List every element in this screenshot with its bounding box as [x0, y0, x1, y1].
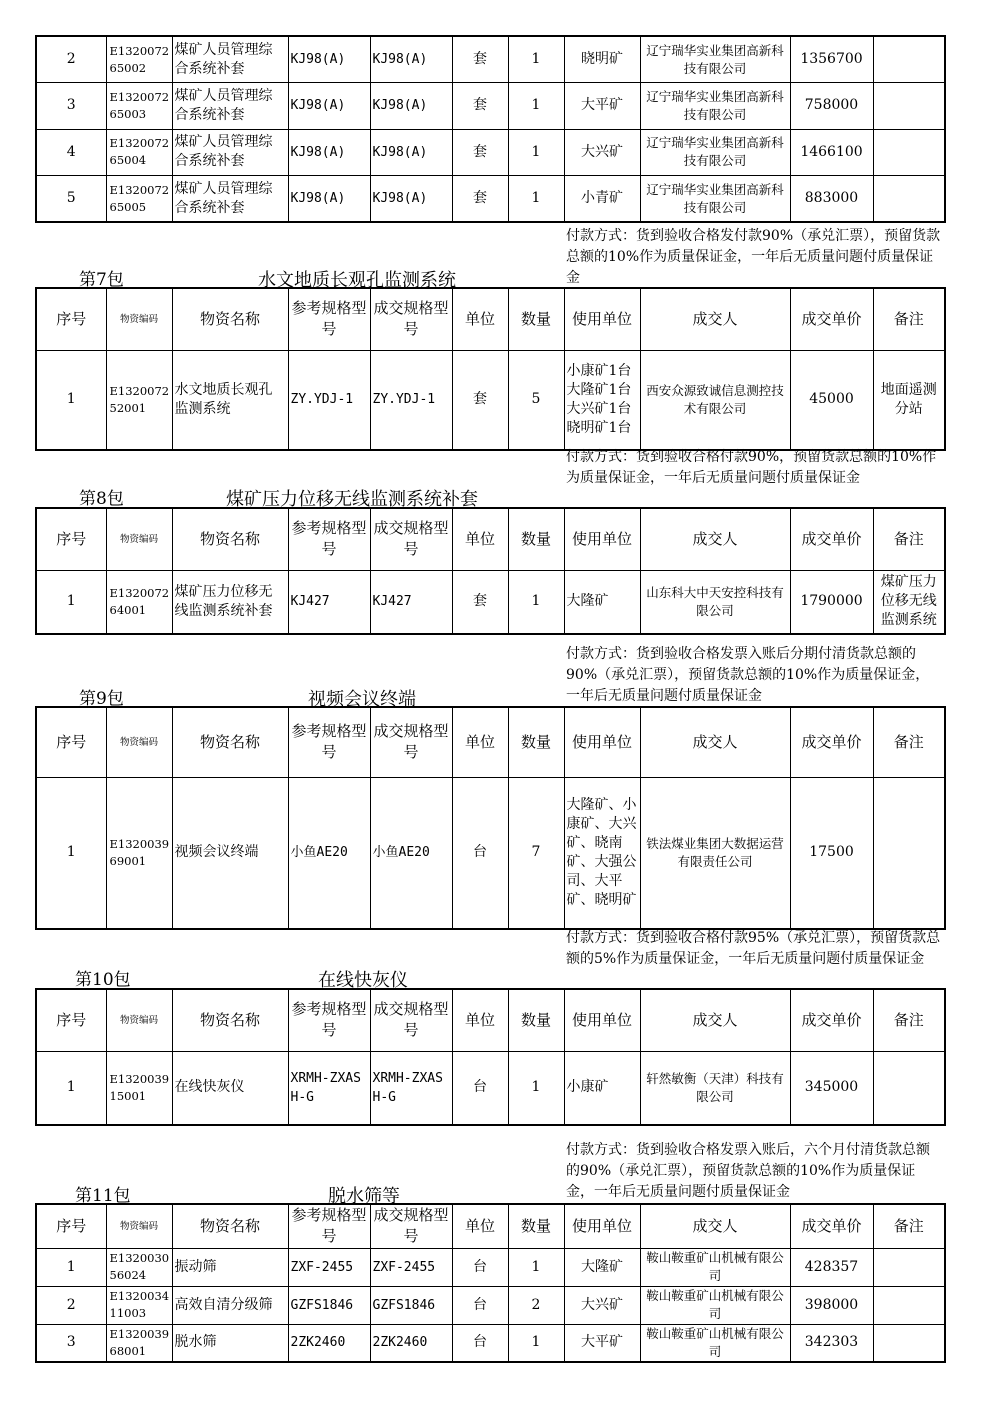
header-unit: 单位 [452, 707, 508, 777]
cell-ref: KJ98(A) [288, 176, 370, 223]
cell-ref: KJ98(A) [288, 129, 370, 176]
header-user: 使用单位 [564, 989, 640, 1051]
header-qty: 数量 [508, 1204, 564, 1248]
cell-code: E132003969001 [106, 777, 172, 929]
header-price: 成交单价 [790, 1204, 873, 1248]
header-deal: 成交规格型号 [370, 989, 452, 1051]
cell-ref: 小鱼AE20 [288, 777, 370, 929]
pkg10-title: 在线快灰仪 [318, 970, 408, 991]
header-vendor: 成交人 [640, 288, 790, 350]
cell-price: 1356700 [790, 36, 873, 83]
cell-no: 2 [36, 1286, 106, 1324]
cell-deal: KJ98(A) [370, 176, 452, 223]
header-ref: 参考规格型号 [288, 989, 370, 1051]
cell-qty: 5 [508, 350, 564, 450]
cell-vendor: 辽宁瑞华实业集团高新科技有限公司 [640, 129, 790, 176]
cell-user: 大隆矿 [564, 570, 640, 634]
table-row [36, 1248, 945, 1286]
cell-code: E132003411003 [106, 1286, 172, 1324]
cell-no: 3 [36, 1324, 106, 1362]
header-qty: 数量 [508, 508, 564, 570]
pkg8-payment-terms: 付款方式：货到验收合格付款90%，预留货款总额的10%作为质量保证金，一年后无质量问题付质量保证金 [566, 449, 937, 486]
cell-vendor: 山东科大中天安控科技有限公司 [640, 570, 790, 634]
cell-price: 345000 [790, 1051, 873, 1125]
cell-unit: 台 [452, 777, 508, 929]
header-user: 使用单位 [564, 1204, 640, 1248]
cell-user: 大平矿 [564, 83, 640, 130]
cell-no: 3 [36, 83, 106, 130]
header-row [36, 989, 945, 1051]
cell-code: E132007265002 [106, 36, 172, 83]
continued-table [35, 35, 946, 223]
cell-no: 1 [36, 777, 106, 929]
cell-deal: 小鱼AE20 [370, 777, 452, 929]
cell-unit: 套 [452, 176, 508, 223]
cell-price: 17500 [790, 777, 873, 929]
header-vendor: 成交人 [640, 508, 790, 570]
cell-unit: 套 [452, 36, 508, 83]
cell-deal: 2ZK2460 [370, 1324, 452, 1362]
pkg10-label: 第10包 [75, 970, 131, 990]
cell-note [873, 777, 945, 929]
cell-note [873, 1286, 945, 1324]
cell-qty: 7 [508, 777, 564, 929]
cell-no: 1 [36, 1051, 106, 1125]
cell-deal: GZFS1846 [370, 1286, 452, 1324]
pkg11-payment-terms: 付款方式：货到验收合格发票入账后，六个月付清货款总额的90%（承兑汇票），预留货款总额的10%作为质量保证金，一年后无质量问题付质量保证金 [566, 1142, 930, 1200]
table-row [36, 1324, 945, 1362]
cell-name: 煤矿人员管理综合系统补套 [172, 129, 288, 176]
header-ref: 参考规格型号 [288, 508, 370, 570]
header-note: 备注 [873, 707, 945, 777]
header-row [36, 508, 945, 570]
pkg9-payment-terms: 付款方式：货到验收合格发票入账后分期付清货款总额的90%（承兑汇票），预留货款总额的10%作为质量保证金，一年后无质量问题付质量保证金 [566, 646, 930, 704]
header-user: 使用单位 [564, 508, 640, 570]
cell-name: 脱水筛 [172, 1324, 288, 1362]
header-qty: 数量 [508, 288, 564, 350]
pkg9-label: 第9包 [79, 689, 124, 709]
table-row [36, 777, 945, 929]
cell-vendor: 鞍山鞍重矿山机械有限公司 [640, 1248, 790, 1286]
cell-name: 水文地质长观孔监测系统 [172, 350, 288, 450]
pkg8-title: 煤矿压力位移无线监测系统补套 [226, 489, 478, 510]
header-user: 使用单位 [564, 707, 640, 777]
header-price: 成交单价 [790, 288, 873, 350]
header-no: 序号 [36, 989, 106, 1051]
cell-note [873, 1324, 945, 1362]
cell-note [873, 36, 945, 83]
cell-user: 小康矿1台大隆矿1台大兴矿1台晓明矿1台 [564, 350, 640, 450]
cell-price: 342303 [790, 1324, 873, 1362]
cell-qty: 1 [508, 36, 564, 83]
header-unit: 单位 [452, 989, 508, 1051]
cell-vendor: 鞍山鞍重矿山机械有限公司 [640, 1324, 790, 1362]
cell-code: E132007264001 [106, 570, 172, 634]
pkg7-payment-terms: 付款方式：货到验收合格发付款90%（承兑汇票），预留货款总额的10%作为质量保证金，一年后无质量问题付质量保证金 [566, 228, 941, 286]
cell-qty: 1 [508, 176, 564, 223]
cell-ref: 2ZK2460 [288, 1324, 370, 1362]
header-deal: 成交规格型号 [370, 508, 452, 570]
header-vendor: 成交人 [640, 1204, 790, 1248]
cell-unit: 台 [452, 1051, 508, 1125]
header-vendor: 成交人 [640, 989, 790, 1051]
header-name: 物资名称 [172, 288, 288, 350]
cell-code: E132007265003 [106, 83, 172, 130]
cell-name: 视频会议终端 [172, 777, 288, 929]
cell-vendor: 辽宁瑞华实业集团高新科技有限公司 [640, 83, 790, 130]
table-row [36, 350, 945, 450]
table-row [36, 36, 945, 83]
cell-price: 428357 [790, 1248, 873, 1286]
cell-no: 1 [36, 1248, 106, 1286]
table-row [36, 1051, 945, 1125]
header-price: 成交单价 [790, 508, 873, 570]
pkg9-table [35, 706, 946, 930]
cell-no: 5 [36, 176, 106, 223]
header-code: 物资编码 [106, 508, 172, 570]
cell-vendor: 辽宁瑞华实业集团高新科技有限公司 [640, 36, 790, 83]
pkg8-label: 第8包 [79, 489, 124, 509]
header-deal: 成交规格型号 [370, 288, 452, 350]
cell-qty: 1 [508, 1324, 564, 1362]
cell-vendor: 辽宁瑞华实业集团高新科技有限公司 [640, 176, 790, 223]
table-row [36, 83, 945, 130]
cell-ref: KJ98(A) [288, 83, 370, 130]
cell-qty: 1 [508, 570, 564, 634]
header-deal: 成交规格型号 [370, 1204, 452, 1248]
cell-name: 在线快灰仪 [172, 1051, 288, 1125]
cell-user: 大隆矿 [564, 1248, 640, 1286]
cell-unit: 套 [452, 129, 508, 176]
cell-vendor: 鞍山鞍重矿山机械有限公司 [640, 1286, 790, 1324]
header-deal: 成交规格型号 [370, 707, 452, 777]
cell-ref: ZY.YDJ-1 [288, 350, 370, 450]
cell-ref: ZXF-2455 [288, 1248, 370, 1286]
pkg7-table [35, 287, 946, 451]
header-ref: 参考规格型号 [288, 288, 370, 350]
cell-name: 煤矿人员管理综合系统补套 [172, 83, 288, 130]
cell-price: 758000 [790, 83, 873, 130]
header-code: 物资编码 [106, 1204, 172, 1248]
cell-unit: 台 [452, 1248, 508, 1286]
header-price: 成交单价 [790, 707, 873, 777]
pkg7-title: 水文地质长观孔监测系统 [258, 270, 456, 291]
cell-ref: GZFS1846 [288, 1286, 370, 1324]
header-note: 备注 [873, 1204, 945, 1248]
header-user: 使用单位 [564, 288, 640, 350]
cell-user: 大兴矿 [564, 1286, 640, 1324]
header-row [36, 288, 945, 350]
header-qty: 数量 [508, 989, 564, 1051]
header-no: 序号 [36, 1204, 106, 1248]
cell-unit: 套 [452, 83, 508, 130]
cell-user: 小青矿 [564, 176, 640, 223]
header-price: 成交单价 [790, 989, 873, 1051]
cell-code: E132007265005 [106, 176, 172, 223]
cell-user: 大平矿 [564, 1324, 640, 1362]
header-note: 备注 [873, 508, 945, 570]
cell-unit: 套 [452, 350, 508, 450]
cell-deal: KJ98(A) [370, 83, 452, 130]
table-row [36, 176, 945, 223]
cell-qty: 1 [508, 1051, 564, 1125]
header-no: 序号 [36, 288, 106, 350]
cell-note [873, 83, 945, 130]
header-vendor: 成交人 [640, 707, 790, 777]
cell-deal: KJ98(A) [370, 129, 452, 176]
header-code: 物资编码 [106, 989, 172, 1051]
cell-name: 煤矿压力位移无线监测系统补套 [172, 570, 288, 634]
pkg11-table [35, 1203, 946, 1363]
cell-price: 45000 [790, 350, 873, 450]
cell-deal: XRMH-ZXASH-G [370, 1051, 452, 1125]
cell-note [873, 176, 945, 223]
cell-qty: 1 [508, 129, 564, 176]
table-row [36, 570, 945, 634]
cell-unit: 套 [452, 570, 508, 634]
pkg11-title: 脱水筛等 [328, 1186, 400, 1207]
cell-note [873, 1051, 945, 1125]
header-qty: 数量 [508, 707, 564, 777]
cell-vendor: 轩然敏衡（天津）科技有限公司 [640, 1051, 790, 1125]
cell-unit: 台 [452, 1286, 508, 1324]
cell-user: 小康矿 [564, 1051, 640, 1125]
cell-vendor: 铁法煤业集团大数据运营有限责任公司 [640, 777, 790, 929]
header-code: 物资编码 [106, 288, 172, 350]
cell-user: 大隆矿、小康矿、大兴矿、晓南矿、大强公司、大平矿、晓明矿 [564, 777, 640, 929]
cell-code: E132007265004 [106, 129, 172, 176]
cell-name: 高效自清分级筛 [172, 1286, 288, 1324]
cell-name: 煤矿人员管理综合系统补套 [172, 36, 288, 83]
cell-no: 4 [36, 129, 106, 176]
header-ref: 参考规格型号 [288, 1204, 370, 1248]
cell-no: 1 [36, 570, 106, 634]
cell-deal: KJ427 [370, 570, 452, 634]
header-row [36, 707, 945, 777]
cell-user: 大兴矿 [564, 129, 640, 176]
header-no: 序号 [36, 707, 106, 777]
header-name: 物资名称 [172, 508, 288, 570]
cell-code: E132003915001 [106, 1051, 172, 1125]
cell-vendor: 西安众源致诚信息测控技术有限公司 [640, 350, 790, 450]
cell-unit: 台 [452, 1324, 508, 1362]
table-row [36, 129, 945, 176]
table-row [36, 1286, 945, 1324]
cell-qty: 1 [508, 1248, 564, 1286]
cell-price: 1790000 [790, 570, 873, 634]
cell-name: 煤矿人员管理综合系统补套 [172, 176, 288, 223]
cell-price: 1466100 [790, 129, 873, 176]
cell-note [873, 1248, 945, 1286]
pkg7-label: 第7包 [79, 270, 124, 290]
cell-note: 地面遥测分站 [873, 350, 945, 450]
header-unit: 单位 [452, 288, 508, 350]
cell-deal: ZXF-2455 [370, 1248, 452, 1286]
cell-qty: 1 [508, 83, 564, 130]
header-unit: 单位 [452, 1204, 508, 1248]
header-note: 备注 [873, 288, 945, 350]
cell-deal: KJ98(A) [370, 36, 452, 83]
cell-ref: XRMH-ZXASH-G [288, 1051, 370, 1125]
header-unit: 单位 [452, 508, 508, 570]
cell-qty: 2 [508, 1286, 564, 1324]
header-row [36, 1204, 945, 1248]
header-note: 备注 [873, 989, 945, 1051]
header-name: 物资名称 [172, 1204, 288, 1248]
cell-ref: KJ98(A) [288, 36, 370, 83]
cell-price: 883000 [790, 176, 873, 223]
cell-code: E132007252001 [106, 350, 172, 450]
cell-deal: ZY.YDJ-1 [370, 350, 452, 450]
pkg9-title: 视频会议终端 [308, 689, 416, 710]
pkg11-label: 第11包 [75, 1186, 131, 1206]
cell-no: 2 [36, 36, 106, 83]
cell-code: E132003968001 [106, 1324, 172, 1362]
header-name: 物资名称 [172, 989, 288, 1051]
pkg10-payment-terms: 付款方式：货到验收合格付款95%（承兑汇票），预留货款总额的5%作为质量保证金，一年后无质量问题付质量保证金 [566, 930, 941, 967]
cell-name: 振动筛 [172, 1248, 288, 1286]
cell-ref: KJ427 [288, 570, 370, 634]
cell-note [873, 129, 945, 176]
header-no: 序号 [36, 508, 106, 570]
header-ref: 参考规格型号 [288, 707, 370, 777]
header-name: 物资名称 [172, 707, 288, 777]
cell-code: E132003056024 [106, 1248, 172, 1286]
cell-note: 煤矿压力位移无线监测系统 [873, 570, 945, 634]
pkg10-table [35, 988, 946, 1126]
cell-price: 398000 [790, 1286, 873, 1324]
cell-no: 1 [36, 350, 106, 450]
cell-user: 晓明矿 [564, 36, 640, 83]
pkg8-table [35, 507, 946, 635]
header-code: 物资编码 [106, 707, 172, 777]
